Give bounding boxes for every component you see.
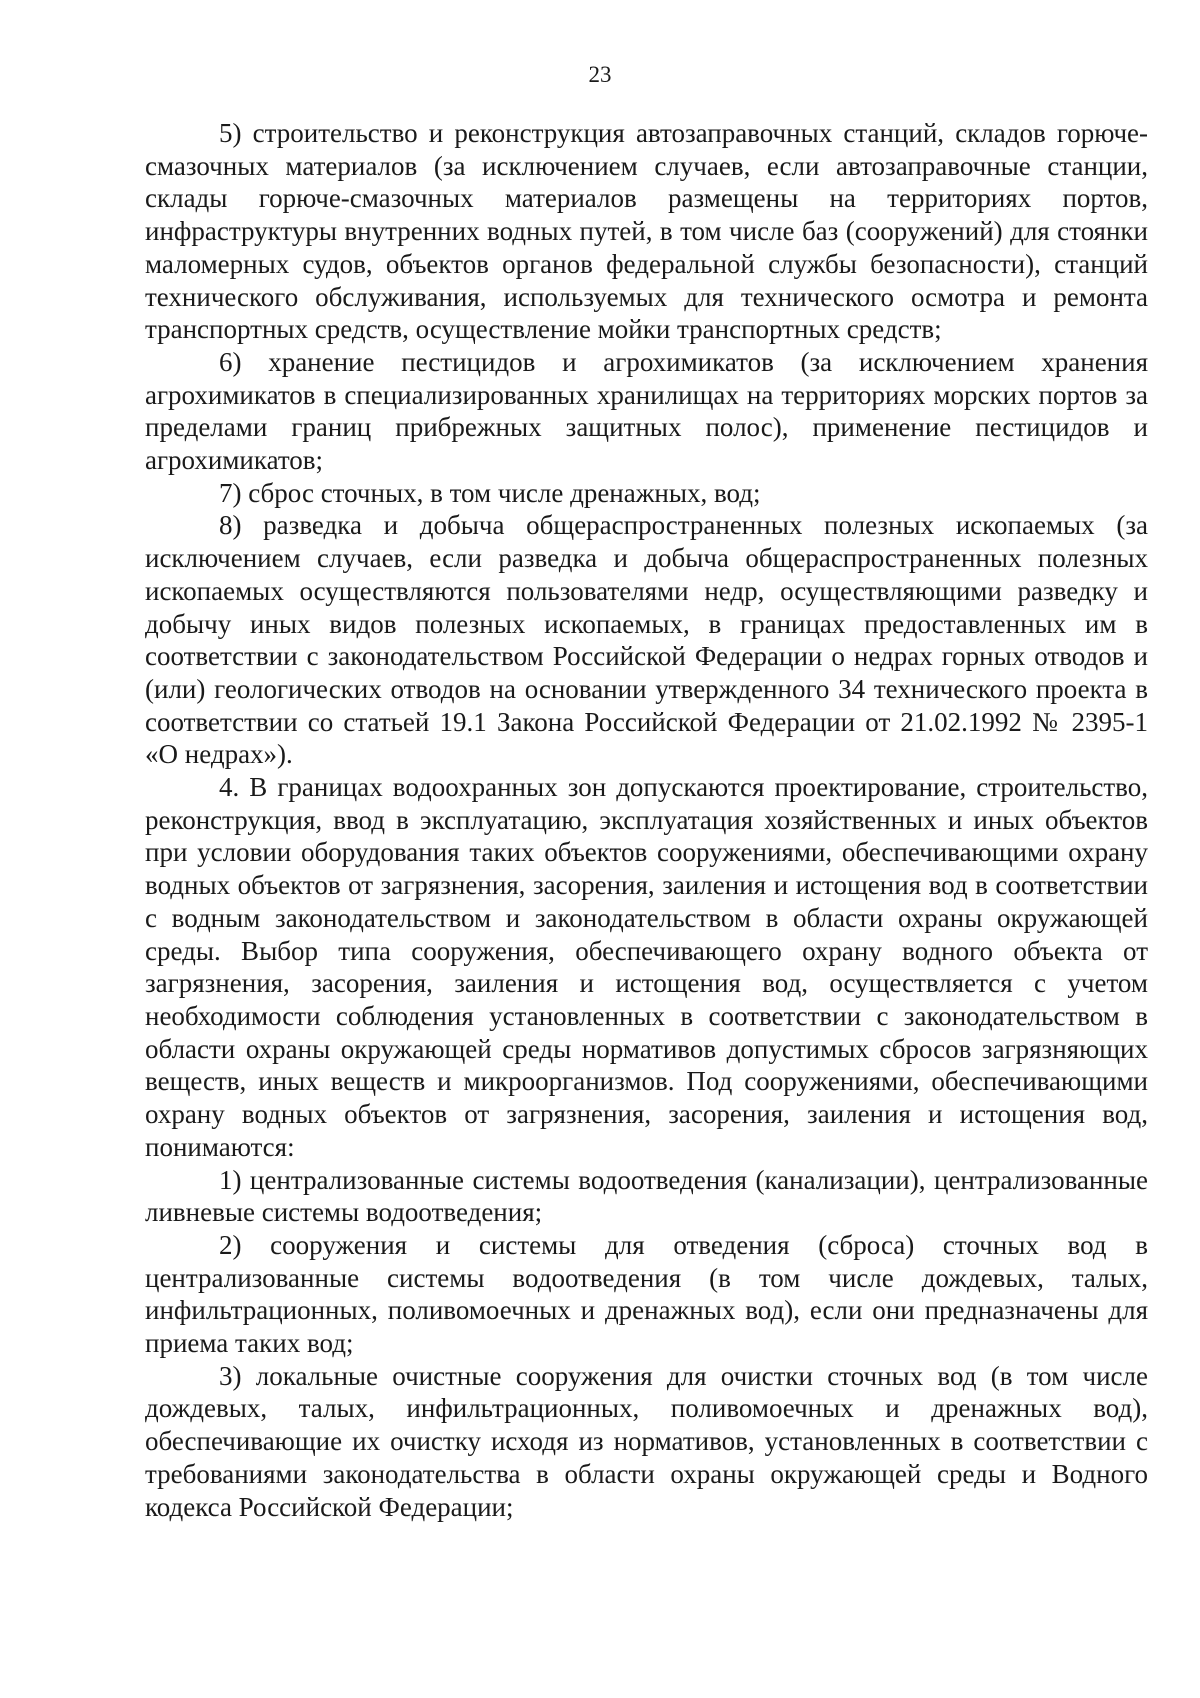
paragraph-item-6-pesticides: 6) хранение пестицидов и агрохимикатов (за исключением хранения агрохимикатов в специализированных хранилищах на территориях морских портов за пределами границ прибрежных защитных полос), применение пестицидов и агрохимикатов; — [145, 346, 1148, 476]
paragraph-item-8-mining: 8) разведка и добыча общераспространенных полезных ископаемых (за исключением случаев, если разведка и добыча общераспространенных полезных ископаемых осуществляются пользователями недр, осуществляющими разведку и добычу иных видов полезных ископаемых, в границах предоставленных им в соответствии с законодательством Российской Федерации о недрах горных отводов и (или) геологических отводов на основании утвержденного 34 технического проекта в соответствии со статьей 19.1 Закона Российской Федерации от 21.02.1992 № 2395-1 «О недрах»). — [145, 510, 1148, 770]
paragraph-item-1-sewerage: 1) централизованные системы водоотведения (канализации), централизованные ливневые системы водоотведения; — [145, 1164, 1148, 1228]
paragraph-item-2-discharge-systems: 2) сооружения и системы для отведения (сброса) сточных вод в централизованные системы водоотведения (в том числе дождевых, талых, инфильтрационных, поливомоечных и дренажных вод), если они предназначены для приема таких вод; — [145, 1229, 1148, 1359]
paragraph-section-4: 4. В границах водоохранных зон допускаются проектирование, строительство, реконструкция, ввод в эксплуатацию, эксплуатация хозяйственных и иных объектов при условии оборудования таких объектов сооружениями, обеспечивающими охрану водных объектов от загрязнения, засорения, заиления и истощения вод в соответствии с водным законодательством и законодательством в области охраны окружающей среды. Выбор типа сооружения, обеспечивающего охрану водного объекта от загрязнения, засорения, заиления и истощения вод, осуществляется с учетом необходимости соблюдения установленных в соответствии с законодательством в области охраны окружающей среды нормативов допустимых сбросов загрязняющих веществ, иных веществ и микроорганизмов. Под сооружениями, обеспечивающими охрану водных объектов от загрязнения, засорения, заиления и истощения вод, понимаются: — [145, 772, 1148, 1162]
page-number: 23 — [588, 62, 612, 87]
paragraph-item-7-wastewater: 7) сброс сточных, в том числе дренажных, вод; — [219, 477, 761, 508]
paragraph-item-5-fuel-stations: 5) строительство и реконструкция автозаправочных станций, складов горюче-смазочных материалов (за исключением случаев, если автозаправочные станции, склады горюче-смазочных материалов размещены на территориях портов, инфраструктуры внутренних водных путей, в том числе баз (сооружений) для стоянки маломерных судов, объектов органов федеральной службы безопасности), станций технического обслуживания, используемых для технического осмотра и ремонта транспортных средств, осуществление мойки транспортных средств; — [145, 118, 1148, 345]
document-body — [145, 117, 1148, 1523]
paragraph-item-3-treatment-facilities: 3) локальные очистные сооружения для очистки сточных вод (в том числе дождевых, талых, инфильтрационных, поливомоечных и дренажных вод), обеспечивающие их очистку исходя из нормативов, установленных в соответствии с требованиями законодательства в области охраны окружающей среды и Водного кодекса Российской Федерации; — [145, 1360, 1148, 1522]
